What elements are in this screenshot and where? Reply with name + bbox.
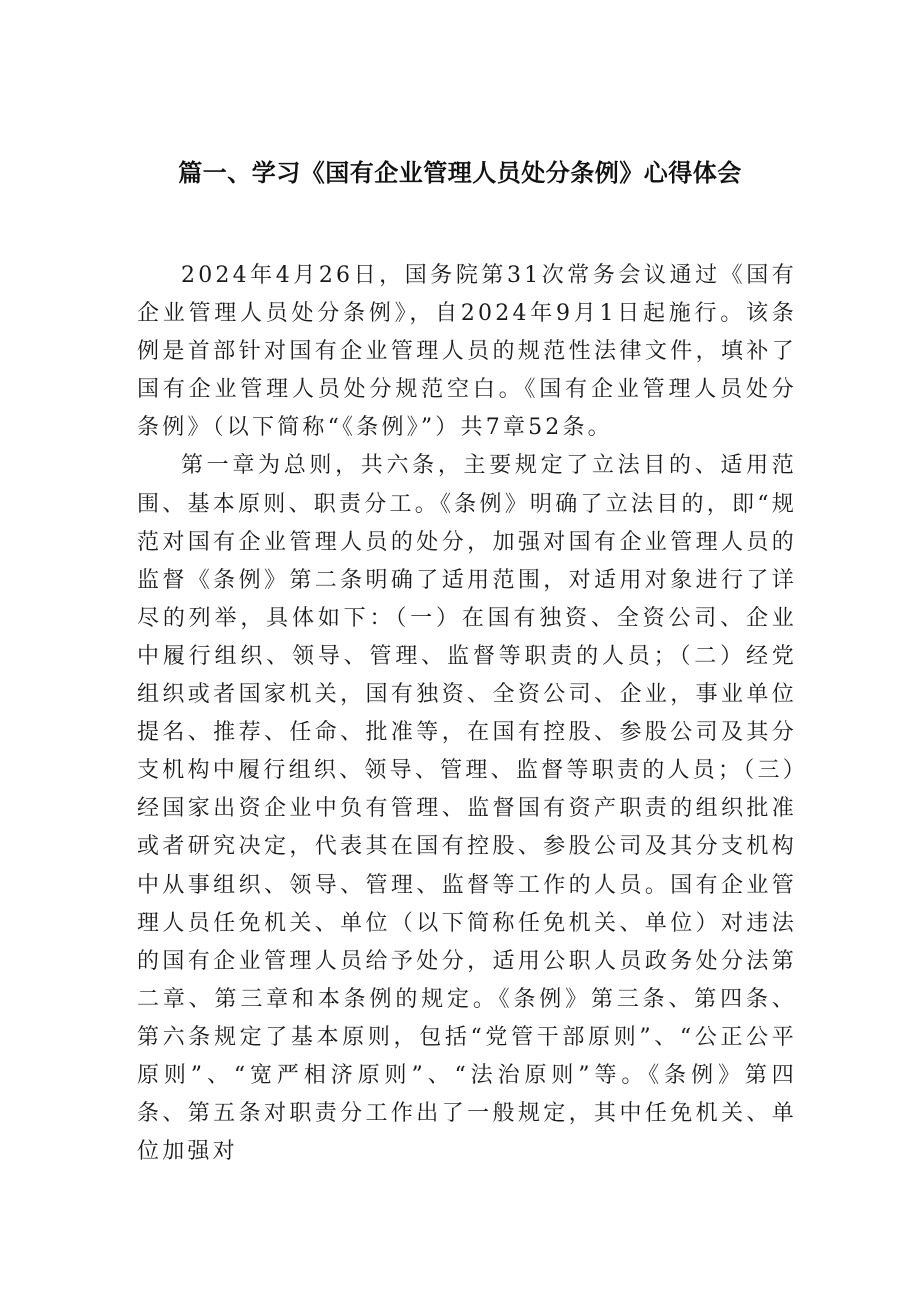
paragraph-1: 2024年4月26日，国务院第31次常务会议通过《国有企业管理人员处分条例》，自2024年9月1日起施行。该条例是首部针对国有企业管理人员的规范性法律文件，填补了国有企业管理人员处分规范空白。《国有企业管理人员处分条例》（以下简称“《条例》”）共7章52条。	[137, 263, 797, 441]
paragraph-2: 第一章为总则，共六条，主要规定了立法目的、适用范围、基本原则、职责分工。《条例》明确了立法目的，即“规范对国有企业管理人员的处分，加强对国有企业管理人员的监督《条例》第二条明确了适用范围，对适用对象进行了详尽的列举，具体如下：（一）在国有独资、全资公司、企业中履行组织、领导、管理、监督等职责的人员；（二）经党组织或者国家机关，国有独资、全资公司、企业，事业单位提名、推荐、任命、批准等，在国有控股、参股公司及其分支机构中履行组织、领导、管理、监督等职责的人员；（三）经国家出资企业中负有管理、监督国有资产职责的组织批准或者研究决定，代表其在国有控股、参股公司及其分支机构中从事组织、领导、管理、监督等工作的人员。国有企业管理人员任免机关、单位（以下简称任免机关、单位）对违法的国有企业管理人员给予处分，适用公职人员政务处分法第二章、第三章和本条例的规定。《条例》第三条、第四条、第六条规定了基本原则，包括“党管干部原则”、“公正公平原则”、“宽严相济原则”、“法治原则”等。《条例》第四条、第五条对职责分工作出了一般规定，其中任免机关、单位加强对	[137, 453, 797, 1165]
document-body	[137, 257, 797, 1171]
document-title: 篇一、学习《国有企业管理人员处分条例》心得体会	[178, 159, 742, 187]
